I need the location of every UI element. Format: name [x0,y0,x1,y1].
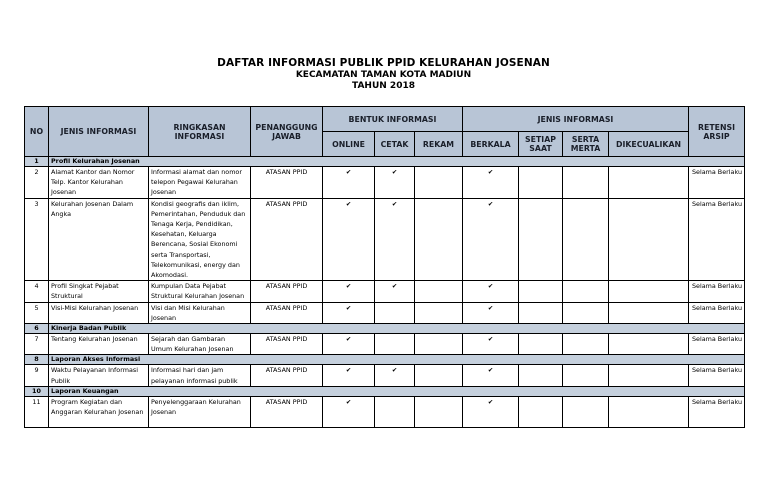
document-title: DAFTAR INFORMASI PUBLIK PPID KELURAHAN JOSENAN [217,57,550,69]
row-no: 2 [25,167,49,199]
row-penanggung-jawab: ATASAN PPID [251,198,323,281]
section-title: Laporan Keuangan [49,386,745,396]
cell-dikecualikan [609,302,689,323]
section-row [25,157,745,167]
document-subtitle: KECAMATAN TAMAN KOTA MADIUN [295,70,472,80]
row-jenis: Waktu Pelayanan Informasi Publik [49,365,149,386]
row-penanggung-jawab: ATASAN PPID [251,396,323,427]
cell-setiap-saat [519,334,563,355]
header-no: NO [25,107,49,157]
row-retensi: Selama Berlaku [689,396,745,427]
cell-dikecualikan [609,396,689,427]
header-jenis-informasi-group: JENIS INFORMASI [463,107,689,132]
cell-setiap-saat [519,198,563,281]
cell-dikecualikan [609,365,689,386]
header-penanggung-jawab: PENANGGUNG JAWAB [251,107,323,157]
check-online: ✔ [323,302,375,323]
check-berkala: ✔ [463,167,519,199]
check-berkala: ✔ [463,198,519,281]
cell-rekam [415,198,463,281]
check-online: ✔ [323,396,375,427]
row-ringkasan: Visi dan Misi Kelurahan Josenan [149,302,251,323]
document-title-block [0,57,767,92]
row-ringkasan: Informasi hari dan jam pelayanan informasi publik [149,365,251,386]
row-jenis: Kelurahan Josenan Dalam Angka [49,198,149,281]
row-penanggung-jawab: ATASAN PPID [251,281,323,302]
cell-rekam [415,396,463,427]
header-cetak: CETAK [375,132,415,157]
row-no: 5 [25,302,49,323]
row-retensi: Selama Berlaku [689,334,745,355]
section-title: Laporan Akses Informasi [49,355,745,365]
row-ringkasan: Kondisi geografis dan iklim, Pemerintahan, Penduduk dan Tenaga Kerja, Pendidikan, Kesehatan, Keluarga Berencana, Sosial Ekonomi serta Transportasi, Telekomunikasi, energy dan Akomodasi. [149,198,251,281]
cell-serta-merta [563,198,609,281]
information-table [24,106,745,428]
check-berkala: ✔ [463,396,519,427]
section-no: 1 [25,157,49,167]
section-row [25,386,745,396]
row-no: 9 [25,365,49,386]
check-cetak: ✔ [375,198,415,281]
section-no: 10 [25,386,49,396]
table-row [25,396,745,427]
table-row [25,302,745,323]
cell-cetak [375,396,415,427]
row-jenis: Visi-Misi Kelurahan Josenan [49,302,149,323]
header-serta-merta: SERTA MERTA [563,132,609,157]
header-dikecualikan: DIKECUALIKAN [609,132,689,157]
section-row [25,324,745,334]
row-no: 3 [25,198,49,281]
cell-setiap-saat [519,281,563,302]
cell-serta-merta [563,396,609,427]
row-ringkasan: Kumpulan Data Pejabat Struktural Kelurahan Josenan [149,281,251,302]
header-online: ONLINE [323,132,375,157]
cell-setiap-saat [519,302,563,323]
section-no: 6 [25,324,49,334]
check-online: ✔ [323,365,375,386]
cell-setiap-saat [519,396,563,427]
check-online: ✔ [323,198,375,281]
row-jenis: Program Kegiatan dan Anggaran Kelurahan Josenan [49,396,149,427]
cell-cetak [375,302,415,323]
row-retensi: Selama Berlaku [689,281,745,302]
check-cetak: ✔ [375,365,415,386]
row-ringkasan: Penyelenggaraan Kelurahan Josenan [149,396,251,427]
cell-dikecualikan [609,198,689,281]
table-row [25,198,745,281]
check-online: ✔ [323,334,375,355]
cell-serta-merta [563,302,609,323]
header-jenis-informasi: JENIS INFORMASI [49,107,149,157]
row-retensi: Selama Berlaku [689,198,745,281]
row-penanggung-jawab: ATASAN PPID [251,302,323,323]
table-row [25,365,745,386]
cell-dikecualikan [609,281,689,302]
cell-dikecualikan [609,167,689,199]
row-penanggung-jawab: ATASAN PPID [251,365,323,386]
row-no: 4 [25,281,49,302]
cell-rekam [415,334,463,355]
cell-rekam [415,281,463,302]
section-row [25,355,745,365]
cell-serta-merta [563,365,609,386]
document-year: TAHUN 2018 [352,81,415,91]
cell-dikecualikan [609,334,689,355]
row-no: 11 [25,396,49,427]
cell-serta-merta [563,334,609,355]
section-title: Kinerja Badan Publik [49,324,745,334]
check-cetak: ✔ [375,167,415,199]
row-retensi: Selama Berlaku [689,167,745,199]
row-ringkasan: Sejarah dan Gambaran Umum Kelurahan Josenan [149,334,251,355]
header-bentuk-informasi: BENTUK INFORMASI [323,107,463,132]
header-ringkasan: RINGKASAN INFORMASI [149,107,251,157]
row-jenis: Tentang Kelurahan Josenan [49,334,149,355]
header-berkala: BERKALA [463,132,519,157]
check-berkala: ✔ [463,365,519,386]
check-cetak: ✔ [375,281,415,302]
section-no: 8 [25,355,49,365]
header-setiap-saat: SETIAP SAAT [519,132,563,157]
cell-serta-merta [563,167,609,199]
cell-rekam [415,365,463,386]
row-penanggung-jawab: ATASAN PPID [251,167,323,199]
check-online: ✔ [323,167,375,199]
row-retensi: Selama Berlaku [689,365,745,386]
row-no: 7 [25,334,49,355]
cell-rekam [415,302,463,323]
row-jenis: Alamat Kantor dan Nomor Telp. Kantor Kelurahan Josenan [49,167,149,199]
header-retensi: RETENSI ARSIP [689,107,745,157]
table-row [25,281,745,302]
cell-setiap-saat [519,365,563,386]
cell-cetak [375,334,415,355]
row-penanggung-jawab: ATASAN PPID [251,334,323,355]
check-online: ✔ [323,281,375,302]
cell-setiap-saat [519,167,563,199]
cell-rekam [415,167,463,199]
section-title: Profil Kelurahan Josenan [49,157,745,167]
cell-serta-merta [563,281,609,302]
row-jenis: Profil Singkat Pejabat Struktural [49,281,149,302]
table-row [25,167,745,199]
check-berkala: ✔ [463,281,519,302]
row-ringkasan: Informasi alamat dan nomor telepon Pegawai Kelurahan Josenan [149,167,251,199]
check-berkala: ✔ [463,302,519,323]
row-retensi: Selama Berlaku [689,302,745,323]
check-berkala: ✔ [463,334,519,355]
header-rekam: REKAM [415,132,463,157]
table-row [25,334,745,355]
